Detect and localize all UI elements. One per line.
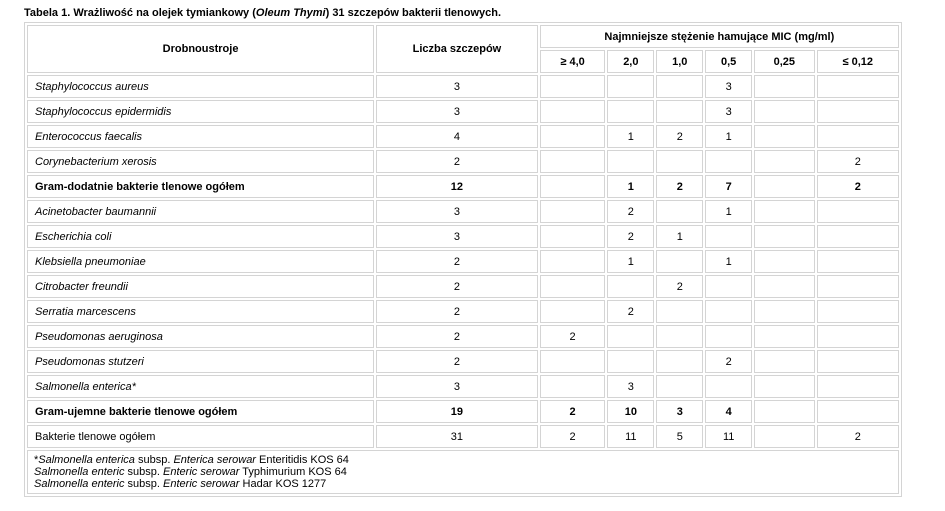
mic-value-cell: [817, 275, 899, 298]
mic-value-cell: [540, 375, 606, 398]
caption-latin-name: Oleum Thymi: [255, 7, 326, 19]
mic-value-cell: 2: [817, 150, 899, 173]
mic-value-cell: 2: [656, 175, 703, 198]
mic-value-cell: [540, 200, 606, 223]
mic-value-cell: [540, 175, 606, 198]
mic-value-cell: [540, 275, 606, 298]
mic-value-cell: 11: [607, 425, 654, 448]
mic-value-cell: 1: [607, 125, 654, 148]
table-row: [27, 200, 899, 223]
table-row: [27, 375, 899, 398]
mic-value-cell: [656, 350, 703, 373]
mic-value-cell: 2: [607, 225, 654, 248]
table-row: [27, 75, 899, 98]
strain-count: 4: [376, 125, 538, 148]
mic-value-cell: [607, 75, 654, 98]
table-row: [27, 425, 899, 448]
mic-value-cell: [817, 375, 899, 398]
organism-name: Serratia marcescens: [27, 300, 374, 323]
mic-value-cell: [656, 100, 703, 123]
mic-value-cell: [656, 150, 703, 173]
mic-value-cell: [705, 150, 752, 173]
mic-value-cell: 1: [607, 175, 654, 198]
organism-name: Bakterie tlenowe ogółem: [27, 425, 374, 448]
mic-value-cell: [817, 325, 899, 348]
mic-value-cell: [705, 375, 752, 398]
table-row: [27, 275, 899, 298]
strain-count: 3: [376, 200, 538, 223]
mic-value-cell: 11: [705, 425, 752, 448]
table-footer: [27, 450, 899, 494]
mic-value-cell: [607, 350, 654, 373]
mic-value-cell: [754, 425, 814, 448]
footnote-strain: Hadar KOS 1277: [239, 478, 327, 490]
mic-value-cell: [754, 125, 814, 148]
footnote-subsp-label: subsp.: [124, 478, 164, 490]
mic-value-cell: 1: [705, 250, 752, 273]
mic-value-cell: [817, 350, 899, 373]
mic-value-cell: [656, 250, 703, 273]
organism-name: Gram-dodatnie bakterie tlenowe ogółem: [27, 175, 374, 198]
footnote-strain: Typhimurium KOS 64: [239, 466, 347, 478]
mic-value-cell: [656, 200, 703, 223]
mic-value-cell: 3: [705, 75, 752, 98]
strain-count: 3: [376, 225, 538, 248]
mic-value-cell: [817, 400, 899, 423]
table-header: [27, 25, 899, 73]
mic-value-cell: [540, 225, 606, 248]
mic-value-cell: [607, 275, 654, 298]
header-mic: Najmniejsze stężenie hamujące MIC (mg/ml): [540, 25, 899, 48]
table-row: [27, 325, 899, 348]
mic-value-cell: [754, 150, 814, 173]
mic-value-cell: 10: [607, 400, 654, 423]
header-mic-column: ≤ 0,12: [817, 50, 899, 73]
mic-value-cell: 2: [656, 275, 703, 298]
mic-value-cell: [754, 300, 814, 323]
mic-value-cell: [607, 100, 654, 123]
mic-value-cell: [754, 100, 814, 123]
organism-name: Pseudomonas stutzeri: [27, 350, 374, 373]
mic-value-cell: [817, 100, 899, 123]
organism-name: Klebsiella pneumoniae: [27, 250, 374, 273]
mic-value-cell: [754, 375, 814, 398]
footnote: [27, 450, 899, 494]
mic-value-cell: 4: [705, 400, 752, 423]
mic-value-cell: 3: [656, 400, 703, 423]
strain-count: 3: [376, 75, 538, 98]
footnote-subsp: Enteric serowar: [163, 466, 240, 478]
organism-name: Salmonella enterica*: [27, 375, 374, 398]
mic-value-cell: 1: [656, 225, 703, 248]
mic-value-cell: 2: [540, 400, 606, 423]
strain-count: 31: [376, 425, 538, 448]
footnote-subsp: Enteric serowar: [163, 478, 240, 490]
mic-value-cell: 3: [705, 100, 752, 123]
mic-value-cell: [540, 150, 606, 173]
mic-value-cell: [817, 250, 899, 273]
organism-name: Gram-ujemne bakterie tlenowe ogółem: [27, 400, 374, 423]
mic-value-cell: 2: [705, 350, 752, 373]
mic-value-cell: [540, 300, 606, 323]
mic-value-cell: [540, 100, 606, 123]
mic-value-cell: [754, 75, 814, 98]
mic-value-cell: [754, 200, 814, 223]
mic-value-cell: [754, 175, 814, 198]
mic-value-cell: [754, 225, 814, 248]
organism-name: Corynebacterium xerosis: [27, 150, 374, 173]
mic-value-cell: [540, 75, 606, 98]
mic-value-cell: 7: [705, 175, 752, 198]
footnote-line: [34, 478, 892, 490]
organism-name: Staphylococcus epidermidis: [27, 100, 374, 123]
table-row: [27, 225, 899, 248]
organism-name: Pseudomonas aeruginosa: [27, 325, 374, 348]
strain-count: 2: [376, 275, 538, 298]
table-body: [27, 75, 899, 448]
footnote-subsp-label: subsp.: [124, 466, 164, 478]
mic-value-cell: [656, 325, 703, 348]
mic-value-cell: [540, 125, 606, 148]
table-row: [27, 100, 899, 123]
mic-value-cell: 5: [656, 425, 703, 448]
strain-count: 3: [376, 100, 538, 123]
mic-value-cell: 2: [817, 175, 899, 198]
organism-name: Acinetobacter baumannii: [27, 200, 374, 223]
mic-value-cell: 2: [540, 325, 606, 348]
table-row: [27, 250, 899, 273]
mic-value-cell: [754, 350, 814, 373]
mic-value-cell: [705, 300, 752, 323]
mic-value-cell: [705, 325, 752, 348]
mic-value-cell: 2: [607, 300, 654, 323]
mic-value-cell: [754, 400, 814, 423]
mic-value-cell: 1: [607, 250, 654, 273]
organism-name: Enterococcus faecalis: [27, 125, 374, 148]
footnote-line: [34, 466, 892, 478]
caption-suffix: ) 31 szczepów bakterii tlenowych.: [325, 7, 502, 19]
mic-value-cell: [754, 250, 814, 273]
table-caption: [24, 7, 501, 19]
mic-value-cell: [817, 75, 899, 98]
footnote-subsp: Enterica serowar: [173, 454, 256, 466]
mic-value-cell: [817, 125, 899, 148]
mic-value-cell: [817, 300, 899, 323]
footnote-subsp-label: subsp.: [134, 454, 174, 466]
footnote-row: [27, 450, 899, 494]
header-mic-column: 2,0: [607, 50, 654, 73]
table-row: [27, 400, 899, 423]
strain-count: 2: [376, 300, 538, 323]
header-mic-column: 1,0: [656, 50, 703, 73]
mic-value-cell: [540, 250, 606, 273]
mic-value-cell: [656, 300, 703, 323]
strain-count: 3: [376, 375, 538, 398]
table-row: [27, 125, 899, 148]
footnote-genus: Salmonella enterica: [38, 454, 135, 466]
mic-value-cell: 1: [705, 200, 752, 223]
mic-value-cell: [754, 325, 814, 348]
footnote-line: [34, 454, 892, 466]
mic-table: [24, 22, 902, 497]
table-row: [27, 150, 899, 173]
mic-value-cell: [656, 375, 703, 398]
mic-value-cell: 3: [607, 375, 654, 398]
strain-count: 19: [376, 400, 538, 423]
mic-value-cell: [817, 200, 899, 223]
organism-name: Citrobacter freundii: [27, 275, 374, 298]
header-count: Liczba szczepów: [376, 25, 538, 73]
strain-count: 2: [376, 350, 538, 373]
mic-value-cell: [817, 225, 899, 248]
footnote-marker: *: [34, 454, 39, 466]
header-mic-column: ≥ 4,0: [540, 50, 606, 73]
table-row: [27, 350, 899, 373]
footnote-genus: Salmonella enteric: [34, 478, 125, 490]
mic-value-cell: [540, 350, 606, 373]
mic-value-cell: 2: [540, 425, 606, 448]
header-mic-column: 0,5: [705, 50, 752, 73]
organism-name: Staphylococcus aureus: [27, 75, 374, 98]
table-row: [27, 175, 899, 198]
footnote-strain: Enteritidis KOS 64: [255, 454, 349, 466]
mic-value-cell: [607, 325, 654, 348]
caption-prefix: Tabela 1. Wrażliwość na olejek tymiankowy (: [24, 7, 256, 19]
organism-name: Escherichia coli: [27, 225, 374, 248]
header-organism: Drobnoustroje: [27, 25, 374, 73]
mic-value-cell: 2: [817, 425, 899, 448]
footnote-genus: Salmonella enteric: [34, 466, 125, 478]
header-row-top: [27, 25, 899, 48]
mic-value-cell: 1: [705, 125, 752, 148]
mic-value-cell: 2: [656, 125, 703, 148]
mic-value-cell: [705, 225, 752, 248]
strain-count: 2: [376, 325, 538, 348]
strain-count: 2: [376, 250, 538, 273]
mic-value-cell: [656, 75, 703, 98]
table-row: [27, 300, 899, 323]
mic-value-cell: [705, 275, 752, 298]
strain-count: 12: [376, 175, 538, 198]
mic-value-cell: [754, 275, 814, 298]
mic-value-cell: [607, 150, 654, 173]
header-mic-column: 0,25: [754, 50, 814, 73]
mic-value-cell: 2: [607, 200, 654, 223]
strain-count: 2: [376, 150, 538, 173]
